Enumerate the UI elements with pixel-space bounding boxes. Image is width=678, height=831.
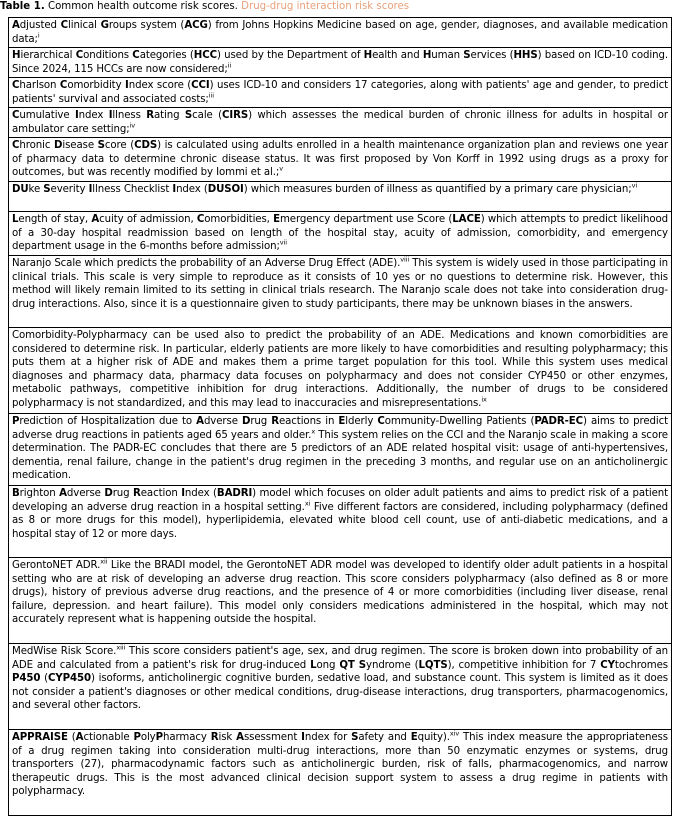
cell-text-run: omorbidities, [204,214,274,225]
cell-text-run: This index measure the appropriateness of a drug regimen taking into consideration multi-drug interactions, more than 50 enzymatic enzymes or systems, drug transporters (27), pharmacodynamic factors such as anticholinergic burden, risk of falls, pharmacogenomics, and narrow therapeutic drugs. This is the most advanced clinical decision support system to assess a drug regime in patients with polypharmacy. [12,732,668,798]
risk-scores-table-body [9,18,672,816]
table-cell-gerontonet [9,558,672,644]
table-cell-acg [9,18,672,48]
reference-superscript: viii [400,255,410,264]
bold-acronym-letter: I [74,110,79,121]
cell-text-run: omorbidity [67,80,126,91]
bold-acronym-letter: A [59,488,67,499]
reference-superscript: xiv [449,729,460,738]
bold-acronym-letter: P [133,732,141,743]
bold-acronym-letter: E [273,214,280,225]
bold-acronym-letter: E [410,732,418,743]
bold-acronym-letter: BADRI [216,488,253,499]
cell-text-run: everity [50,184,89,195]
cell-text-run: Naranjo Scale which predicts the probability of an Adverse Drug Effect (ADE). [12,258,401,269]
bold-acronym-letter: L [310,659,317,671]
table-cell-padr-ec [9,414,672,486]
cell-text-run: ( [67,732,76,743]
cell-text-run: rug [112,488,134,499]
cell-text-run: ervices ( [470,50,514,61]
table-caption-label: Table 1. [0,1,45,12]
bold-acronym-letter: CCI [191,80,210,91]
cell-text-run: harlson [19,80,60,91]
cell-text-run: isease [62,140,98,151]
cell-text-run: Like the BRADI model, the GerontoNET ADR model was developed to identify older adult patients in a hospital setting who are at risk of developing an adverse drug reaction. This score considers polypharmacy (also defined as 8 or more drugs), history of previous adverse drug reactions, and the presence of 4 or more comorbidities (including liver disease, renal failure, depression. and heart failure). This model only considers medications administered in the hospital, which may not accurately represent what is happening outside the hospital. [12,560,668,626]
cell-text-run: dverse [66,488,105,499]
bold-acronym-letter: R [210,732,219,743]
bold-acronym-letter: CY [600,659,615,671]
table-row-appraise [9,730,672,816]
table-cell-hcc [9,48,672,78]
cell-text-run: oly [140,732,156,743]
bold-acronym-letter: S [463,50,471,61]
table-cell-lace [9,212,672,256]
bold-acronym-letter: G [100,20,109,31]
table-row-naranjo [9,256,672,328]
cell-text-run: hronic [19,140,54,151]
bold-acronym-letter: I [125,80,129,91]
bold-acronym-letter: HCC [193,50,217,61]
bold-acronym-letter: LQTS [418,659,448,671]
table-row-cds [9,138,672,182]
bold-acronym-letter: B [12,488,20,499]
cell-text-run: ) is calculated using adults enrolled in a health maintenance organization plan and reviews one year of pharmacy data to determine chronic disease status. It was first proposed by Von Korff in 1992 using drugs as a proxy for outcomes, but was recently modified by Iommi et al.; [12,140,668,179]
bold-acronym-letter: H [363,50,373,61]
cell-text-run: This system is widely used in those participating in clinical trials. This scale is very simple to reproduce as it consists of 10 yes or no questions to determine risk. However, this method will likely remain limited to its setting in clinical trials research. The Naranjo scale does not take into consideration drug-drug interactions. Also, since it is a questionnaire given to study participants, there may be unknown biases in the answers. [12,258,668,310]
cell-text-run: harmacy [162,732,211,743]
cell-text-run: ndex [78,110,109,121]
cell-text-run: ating [154,110,185,121]
bold-acronym-letter: C [196,214,205,225]
cell-text-run: This system relies on the CCI and the Naranjo scale in making a score determination. The PADR-EC concludes that there are 5 predictors of an ADE related hospital visit: usage of anti-hypertensives, dementia, renal failure, change in the patient's drug regimen in the preceding 3 months, and regular use on an anticholinergic medication. [12,429,668,482]
bold-acronym-letter: ACG [184,20,208,31]
bold-acronym-letter: E [338,416,346,427]
reference-superscript: xii [100,557,108,566]
bold-acronym-letter: LACE [452,214,481,225]
cell-text-run: core ( [104,140,135,151]
bold-acronym-letter: C [132,50,140,61]
cell-text-run: ssessment [243,732,302,743]
cell-text-run: This score considers patient's age, sex, and drug regimen. The score is broken down into probability of an ADE and calculated from a patient's risk for drug-induced [12,646,668,671]
cell-text-run: ke [28,184,44,195]
cell-text-run: ) uses ICD-10 and considers 17 categories, along with patients' age and gender, to predict patients' survival and associated costs; [12,80,669,105]
bold-acronym-letter: PADR-EC [534,416,584,427]
bold-acronym-letter: L [12,214,19,225]
table-row-dusoi [9,182,672,212]
cell-text-run: yndrome ( [366,659,419,671]
table-row-cirs [9,108,672,138]
bold-acronym-letter: P [12,416,20,427]
cell-text-run: rug [250,416,272,427]
reference-superscript: v [279,164,283,173]
cell-text-run: llness [112,110,147,121]
cell-text-run: eactions in [279,416,339,427]
bold-acronym-letter: S [43,184,51,195]
cell-text-run: mergency department use Score ( [279,214,453,225]
bold-acronym-letter: R [133,488,141,499]
bold-acronym-letter: C [377,416,385,427]
cell-text-run: ong [316,659,340,671]
table-cell-cci [9,78,672,108]
bold-acronym-letter: C [75,50,84,61]
bold-acronym-letter: A [12,20,20,31]
bold-acronym-letter: A [91,214,100,225]
table-cell-cds [9,138,672,182]
bold-acronym-letter: C [12,140,20,151]
cell-text-run: quity). [417,732,450,743]
reference-superscript: xiii [116,643,126,652]
cell-text-run: ) aims to predict adverse drug reactions in patients aged 65 years and older. [12,416,668,441]
clipped-heading-text: Drug-drug interaction risk scores [241,1,410,12]
cell-text-run: djusted [19,20,61,31]
cell-text-run: ength of stay, [18,214,92,225]
cell-text-run: eaction [140,488,182,499]
bold-acronym-letter: HHS [513,50,538,61]
cell-text-run: ategories ( [139,50,194,61]
bold-acronym-letter: S [358,659,367,671]
cell-text-run: cale ( [192,110,223,121]
cell-text-run: Five different factors are considered, including polypharmacy (defined as 8 or more drugs for this model), hyperlipidemia, elevated white blood cell count, use of anti-diabetic medications, and a hospital stay of 12 or more days. [12,501,669,540]
bold-acronym-letter: APPRAISE [12,732,68,743]
reference-superscript: xi [304,499,311,508]
bold-acronym-letter: I [88,184,93,195]
table-cell-badri [9,486,672,558]
bold-acronym-letter: A [236,732,244,743]
table-cell-comorbidity-polypharmacy [9,328,672,414]
table-cell-cirs [9,108,672,138]
bold-acronym-letter: P [155,732,163,743]
table-caption [0,0,678,16]
cell-text-run: ( [40,673,48,685]
bold-acronym-letter: I [108,110,113,121]
bold-acronym-letter: S [97,140,105,151]
table-row-hcc [9,48,672,78]
cell-text-run: isk [218,732,237,743]
cell-text-run: cuity of admission, [99,214,197,225]
cell-text-run: tochromes [614,659,669,671]
cell-text-run: ) model which focuses on older adult patients and aims to predict risk of a patient developing an adverse drug reaction in a hospital setting. [12,488,669,513]
table-cell-naranjo [9,256,672,328]
cell-text-run: ndex ( [184,488,217,499]
table-row-medwise [9,644,672,730]
cell-text-run: ) isoforms, anticholinergic cognitive burden, sedative load, and substance count. This system is limited as it does not consider a patient's diagnoses or other medical conditions, drug-disease interactions, drug transporters, pharmacogenomics, and several other factors. [12,673,668,712]
cell-text-run: roups system ( [108,20,185,31]
cell-text-run: llness Checklist [92,184,173,195]
bold-acronym-letter: CYP450 [47,673,91,685]
cell-text-run: linical [67,20,101,31]
bold-acronym-letter: P450 [12,673,41,685]
bold-acronym-letter: D [54,140,63,151]
bold-acronym-letter: C [59,80,68,91]
table-row-cci [9,78,672,108]
bold-acronym-letter: S [184,110,193,121]
cell-text-run: ) which measures burden of illness as quantified by a primary care physician; [243,184,632,195]
cell-text-run: ealth and [372,50,423,61]
cell-text-run: ), competitive inhibition for 7 [447,659,601,671]
bold-acronym-letter: D [104,488,113,499]
table-row-padr-ec [9,414,672,486]
bold-acronym-letter: A [75,732,84,743]
bold-acronym-letter: C [12,80,20,91]
cell-text-run: ) which assesses the medical burden of chronic illness for adults in hospital or ambulator care setting; [12,110,668,135]
reference-superscript: x [311,427,316,436]
bold-acronym-letter: QT [339,659,355,671]
table-row-comorbidity-polypharmacy [9,328,672,414]
bold-acronym-letter: I [172,184,177,195]
bold-acronym-letter: R [146,110,154,121]
cell-text-run: umulative [19,110,75,121]
bold-acronym-letter: CIRS [222,110,249,121]
reference-superscript: vi [631,181,638,190]
reference-superscript: ii [227,61,232,70]
table-row-gerontonet [9,558,672,644]
cell-text-run: ) based on ICD-10 coding. Since 2024, 115 HCCs are now considered; [12,50,668,75]
bold-acronym-letter: DUSOI [207,184,244,195]
table-cell-dusoi [9,182,672,212]
reference-superscript: iii [208,91,214,100]
cell-text-run: ndex ( [176,184,208,195]
cell-text-run: onditions [83,50,133,61]
bold-acronym-letter: DU [12,184,29,195]
cell-text-run: rediction of Hospitalization due to [19,416,197,427]
bold-acronym-letter: R [271,416,279,427]
bold-acronym-letter: H [12,50,21,61]
cell-text-run: dverse [203,416,242,427]
cell-text-run: ommunity-Dwelling Patients ( [384,416,535,427]
table-row-lace [9,212,672,256]
table-row-badri [9,486,672,558]
reference-superscript: vii [279,238,287,247]
cell-text-run: ctionable [83,732,134,743]
table-row-acg [9,18,672,48]
table-cell-medwise [9,644,672,730]
bold-acronym-letter: D [241,416,251,427]
cell-text-run: ierarchical [20,50,76,61]
bold-acronym-letter: I [181,488,185,499]
table-caption-text: Common health outcome risk scores. [44,1,238,12]
cell-text-run: ) from Johns Hopkins Medicine based on age, gender, diagnoses, and available medication data; [12,20,668,45]
cell-text-run: MedWise Risk Score. [12,646,117,657]
bold-acronym-letter: CDS [134,140,158,151]
cell-text-run: righton [19,488,60,499]
reference-superscript: iv [129,121,136,130]
cell-text-run: ndex score ( [128,80,192,91]
cell-text-run: ndex for [304,732,352,743]
cell-text-run: lderly [345,416,378,427]
cell-text-run: uman [431,50,464,61]
cell-text-run: ) which attempts to predict likelihood of a 30-day hospital readmission based on length of the hospital stay, acuity of admission, comorbidity, and emergency department usage in the 6-months before admission; [12,214,669,253]
bold-acronym-letter: C [60,20,68,31]
bold-acronym-letter: I [301,732,305,743]
bold-acronym-letter: S [351,732,359,743]
cell-text-run: Comorbidity-Polypharmacy can be used also to predict the probability of an ADE. Medications and known comorbidities are considered to determine risk. In particular, elderly patients are more likely to have comorbidities and resulting polypharmacy; this puts them at a higher risk of ADE and makes them a prime target population for this tool. While this system uses medical diagnoses and pharmacy data, pharmacy data focuses on polypharmacy and does not consider CYP450 or other enzymes, metabolic pathways, competitive inhibition for drug interactions. Additionally, the number of drugs to be considered polypharmacy is not standardized, and this may lead to inaccuracies and misrepresentations. [12,330,668,409]
reference-superscript: i [37,31,40,40]
table-cell-appraise [9,730,672,816]
bold-acronym-letter: H [422,50,432,61]
risk-scores-table [8,17,672,816]
cell-text-run: GerontoNET ADR. [12,560,101,571]
reference-superscript: ix [481,395,487,404]
bold-acronym-letter: A [196,416,204,427]
cell-text-run: afety and [358,732,411,743]
bold-acronym-letter: C [12,110,20,121]
cell-text-run: ) used by the Department of [216,50,364,61]
